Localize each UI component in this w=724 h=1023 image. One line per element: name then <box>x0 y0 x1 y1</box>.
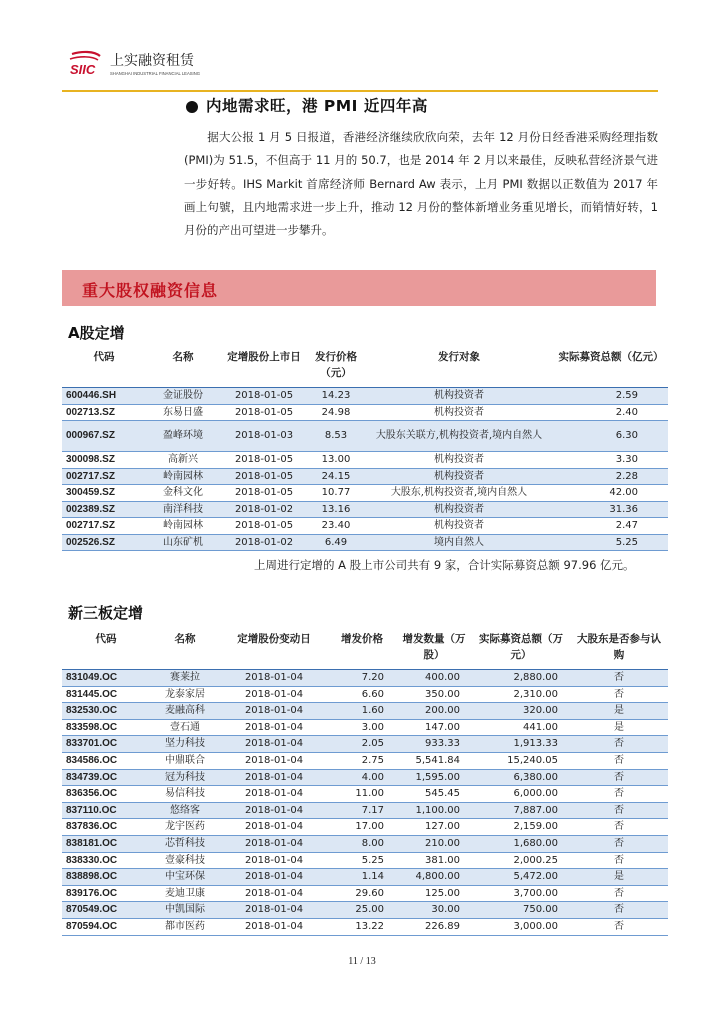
table-row <box>62 501 668 518</box>
table-cell: 机构投资者 <box>364 468 554 485</box>
table-cell: 2018-01-04 <box>220 736 328 753</box>
table-row <box>62 885 668 902</box>
table-cell: 2018-01-05 <box>220 518 308 535</box>
table-row <box>62 719 668 736</box>
table-cell: 1,595.00 <box>396 769 472 786</box>
table-cell: 13.00 <box>308 452 364 469</box>
table-cell: 易信科技 <box>150 786 220 803</box>
table-cell: 2018-01-05 <box>220 468 308 485</box>
bullet-icon <box>186 101 198 113</box>
table-cell: 冠为科技 <box>150 769 220 786</box>
table-cell: 龙宇医药 <box>150 819 220 836</box>
table-cell: 否 <box>570 686 668 703</box>
table-row <box>62 852 668 869</box>
table-cell: 5,541.84 <box>396 752 472 769</box>
table-cell: 7,887.00 <box>472 802 570 819</box>
table-cell: 2018-01-04 <box>220 786 328 803</box>
table-cell: 2018-01-04 <box>220 819 328 836</box>
table-cell: 870594.OC <box>62 918 150 935</box>
table-cell: 中宝环保 <box>150 869 220 886</box>
table-cell: 麦融高科 <box>150 703 220 720</box>
table-cell: 2018-01-04 <box>220 703 328 720</box>
table-cell: 837836.OC <box>62 819 150 836</box>
table-cell: 226.89 <box>396 918 472 935</box>
table-cell: 2,310.00 <box>472 686 570 703</box>
table-cell: 2018-01-05 <box>220 485 308 502</box>
table-cell: 否 <box>570 786 668 803</box>
table-cell: 210.00 <box>396 835 472 852</box>
table-row <box>62 802 668 819</box>
table-cell: 300459.SZ <box>62 485 146 502</box>
table-cell: 30.00 <box>396 902 472 919</box>
column-header: 增发价格 <box>328 629 396 670</box>
table-cell: 大股东,机构投资者,境内自然人 <box>364 485 554 502</box>
table-cell: 14.23 <box>308 388 364 405</box>
page-number: 11 / 13 <box>348 956 376 967</box>
table-cell: 5.25 <box>328 852 396 869</box>
table-cell: 5.25 <box>554 534 668 551</box>
table-cell: 8.53 <box>308 421 364 452</box>
a-shares-table <box>62 347 668 551</box>
table-cell: 833598.OC <box>62 719 150 736</box>
table-cell: 龙泰家居 <box>150 686 220 703</box>
table-cell: 300098.SZ <box>62 452 146 469</box>
table-cell: 否 <box>570 736 668 753</box>
table-cell: 13.22 <box>328 918 396 935</box>
table-cell: 中凯国际 <box>150 902 220 919</box>
table-cell: 机构投资者 <box>364 452 554 469</box>
table-cell: 1.14 <box>328 869 396 886</box>
table-cell: 否 <box>570 819 668 836</box>
table-cell: 5,472.00 <box>472 869 570 886</box>
table-cell: 002389.SZ <box>62 501 146 518</box>
table-cell: 6,000.00 <box>472 786 570 803</box>
table-cell: 2018-01-05 <box>220 404 308 421</box>
table-cell: 高新兴 <box>146 452 220 469</box>
column-header: 大股东是否参与认购 <box>570 629 668 670</box>
company-name-en: SHANGHAI INDUSTRIAL FINANCIAL LEASING <box>110 71 200 76</box>
company-name: 上实融资租赁 <box>110 53 194 69</box>
table-cell: 大股东关联方,机构投资者,境内自然人 <box>364 421 554 452</box>
table-cell: 是 <box>570 703 668 720</box>
table-row <box>62 736 668 753</box>
column-header: 实际募资总额（亿元） <box>554 347 668 388</box>
table-cell: 2018-01-04 <box>220 835 328 852</box>
table-row <box>62 752 668 769</box>
table-row <box>62 835 668 852</box>
table-cell: 2018-01-04 <box>220 670 328 687</box>
table-cell: 2.75 <box>328 752 396 769</box>
table-row <box>62 786 668 803</box>
table-row <box>62 686 668 703</box>
logo-mark-text: SIIC <box>70 62 96 77</box>
table-cell: 麦迪卫康 <box>150 885 220 902</box>
news-paragraph-text: 据大公报 1 月 5 日报道，香港经济继续欣欣向荣，去年 12 月份日经香港采购经理指数(PMI)为 51.5，不但高于 11 月的 50.7，也是 2014 年 2 月以来最佳，反映私营经济景气进一步好转。IHS Markit 首席经济师 Bernard Aw 表示，上月 PMI 数据以正数值为 2017 年画上句號，且内地需求进一步上升，推动 12 月份的整体新增业务重见增长，而销情好转，1 月份的产出可望进一步攀升。 <box>184 130 658 238</box>
table-cell: 200.00 <box>396 703 472 720</box>
table-row <box>62 769 668 786</box>
table-cell: 31.36 <box>554 501 668 518</box>
table-cell: 2.28 <box>554 468 668 485</box>
table-cell: 002717.SZ <box>62 518 146 535</box>
table-cell: 320.00 <box>472 703 570 720</box>
table-cell: 2018-01-04 <box>220 719 328 736</box>
table-cell: 是 <box>570 869 668 886</box>
table-row <box>62 869 668 886</box>
table-cell: 1,100.00 <box>396 802 472 819</box>
logo-mark <box>70 52 100 77</box>
table-cell: 机构投资者 <box>364 388 554 405</box>
table-cell: 机构投资者 <box>364 404 554 421</box>
table-cell: 否 <box>570 852 668 869</box>
table-cell: 2018-01-04 <box>220 885 328 902</box>
table-row <box>62 902 668 919</box>
table-row <box>62 388 668 405</box>
table-cell: 2,159.00 <box>472 819 570 836</box>
table-row <box>62 670 668 687</box>
table-cell: 境内自然人 <box>364 534 554 551</box>
column-header: 发行价格（元） <box>308 347 364 388</box>
table-cell: 2018-01-04 <box>220 902 328 919</box>
table-cell: 933.33 <box>396 736 472 753</box>
table-row <box>62 918 668 935</box>
table-cell: 2018-01-04 <box>220 752 328 769</box>
table-row <box>62 819 668 836</box>
column-header: 定增股份上市日 <box>220 347 308 388</box>
table-cell: 赛莱拉 <box>150 670 220 687</box>
table-row <box>62 404 668 421</box>
a-shares-summary: 上周进行定增的 A 股上市公司共有 9 家，合计实际募资总额 97.96 亿元。 <box>254 558 635 572</box>
table-cell: 2.40 <box>554 404 668 421</box>
table-cell: 4.00 <box>328 769 396 786</box>
table-cell: 壹石通 <box>150 719 220 736</box>
company-logo <box>68 50 218 80</box>
table-cell: 24.15 <box>308 468 364 485</box>
table-cell: 6.49 <box>308 534 364 551</box>
table-cell: 芯哲科技 <box>150 835 220 852</box>
table-cell: 125.00 <box>396 885 472 902</box>
table-cell: 6,380.00 <box>472 769 570 786</box>
table-cell: 29.60 <box>328 885 396 902</box>
table-cell: 147.00 <box>396 719 472 736</box>
table-cell: 都市医药 <box>150 918 220 935</box>
table-cell: 831049.OC <box>62 670 150 687</box>
column-header: 名称 <box>150 629 220 670</box>
table-cell: 831445.OC <box>62 686 150 703</box>
table-cell: 381.00 <box>396 852 472 869</box>
table-cell: 2018-01-04 <box>220 769 328 786</box>
table-cell: 25.00 <box>328 902 396 919</box>
table-cell: 2018-01-05 <box>220 388 308 405</box>
table-cell: 545.45 <box>396 786 472 803</box>
table-cell: 2018-01-03 <box>220 421 308 452</box>
table-cell: 2.05 <box>328 736 396 753</box>
table-cell: 山东矿机 <box>146 534 220 551</box>
table-cell: 3.30 <box>554 452 668 469</box>
table-row <box>62 518 668 535</box>
table-cell: 2018-01-04 <box>220 686 328 703</box>
table-cell: 否 <box>570 752 668 769</box>
table-cell: 838898.OC <box>62 869 150 886</box>
table-cell: 10.77 <box>308 485 364 502</box>
table-cell: 838181.OC <box>62 835 150 852</box>
column-header: 代码 <box>62 347 146 388</box>
table-cell: 2018-01-04 <box>220 802 328 819</box>
column-header: 代码 <box>62 629 150 670</box>
table-cell: 机构投资者 <box>364 518 554 535</box>
table-cell: 坚力科技 <box>150 736 220 753</box>
table-cell: 1,913.33 <box>472 736 570 753</box>
table-cell: 832530.OC <box>62 703 150 720</box>
table-cell: 6.30 <box>554 421 668 452</box>
table-cell: 3,000.00 <box>472 918 570 935</box>
column-header: 定增股份变动日 <box>220 629 328 670</box>
table-cell: 837110.OC <box>62 802 150 819</box>
table-cell: 002526.SZ <box>62 534 146 551</box>
table-cell: 否 <box>570 769 668 786</box>
table-row <box>62 421 668 452</box>
table-row <box>62 703 668 720</box>
table-cell: 2018-01-04 <box>220 869 328 886</box>
table-cell: 24.98 <box>308 404 364 421</box>
table-cell: 000967.SZ <box>62 421 146 452</box>
table-cell: 东易日盛 <box>146 404 220 421</box>
table-cell: 13.16 <box>308 501 364 518</box>
table-header-row <box>62 347 668 388</box>
table-cell: 127.00 <box>396 819 472 836</box>
table-cell: 1,680.00 <box>472 835 570 852</box>
table-cell: 838330.OC <box>62 852 150 869</box>
table-cell: 350.00 <box>396 686 472 703</box>
table-row <box>62 452 668 469</box>
table-cell: 岭南园林 <box>146 518 220 535</box>
table-cell: 441.00 <box>472 719 570 736</box>
table-row <box>62 485 668 502</box>
table-cell: 11.00 <box>328 786 396 803</box>
table-cell: 7.20 <box>328 670 396 687</box>
table-cell: 否 <box>570 918 668 935</box>
table-cell: 2018-01-05 <box>220 452 308 469</box>
table-cell: 836356.OC <box>62 786 150 803</box>
table-cell: 750.00 <box>472 902 570 919</box>
table-cell: 4,800.00 <box>396 869 472 886</box>
table-cell: 7.17 <box>328 802 396 819</box>
table-cell: 002717.SZ <box>62 468 146 485</box>
table-cell: 否 <box>570 885 668 902</box>
table-cell: 2.59 <box>554 388 668 405</box>
banner-title: 重大股权融资信息 <box>82 281 219 300</box>
table-cell: 42.00 <box>554 485 668 502</box>
table-cell: 2018-01-02 <box>220 534 308 551</box>
table-cell: 400.00 <box>396 670 472 687</box>
table-cell: 金科文化 <box>146 485 220 502</box>
table-cell: 否 <box>570 802 668 819</box>
table-cell: 盈峰环境 <box>146 421 220 452</box>
column-header: 名称 <box>146 347 220 388</box>
table-cell: 002713.SZ <box>62 404 146 421</box>
table-cell: 2.47 <box>554 518 668 535</box>
table-row <box>62 534 668 551</box>
table-cell: 3,700.00 <box>472 885 570 902</box>
table-cell: 8.00 <box>328 835 396 852</box>
column-header: 发行对象 <box>364 347 554 388</box>
header-rule <box>62 90 658 92</box>
table-cell: 壹豪科技 <box>150 852 220 869</box>
table-cell: 悠络客 <box>150 802 220 819</box>
column-header: 实际募资总额（万元） <box>472 629 570 670</box>
table-cell: 南洋科技 <box>146 501 220 518</box>
table-cell: 否 <box>570 670 668 687</box>
table-cell: 3.00 <box>328 719 396 736</box>
table-cell: 870549.OC <box>62 902 150 919</box>
table-cell: 2018-01-04 <box>220 852 328 869</box>
table-cell: 1.60 <box>328 703 396 720</box>
table-cell: 是 <box>570 719 668 736</box>
table-cell: 中鼎联合 <box>150 752 220 769</box>
table-cell: 17.00 <box>328 819 396 836</box>
section-heading: 内地需求旺，港 PMI 近四年高 <box>206 97 428 115</box>
a-shares-title: A股定增 <box>68 324 125 342</box>
table-cell: 23.40 <box>308 518 364 535</box>
table-cell: 否 <box>570 902 668 919</box>
table-cell: 6.60 <box>328 686 396 703</box>
table-cell: 2,000.25 <box>472 852 570 869</box>
table-cell: 2018-01-02 <box>220 501 308 518</box>
table-cell: 600446.SH <box>62 388 146 405</box>
table-cell: 15,240.05 <box>472 752 570 769</box>
table-header-row <box>62 629 668 670</box>
table-cell: 金证股份 <box>146 388 220 405</box>
neeq-title: 新三板定增 <box>68 604 144 622</box>
table-row <box>62 468 668 485</box>
table-cell: 834739.OC <box>62 769 150 786</box>
table-cell: 839176.OC <box>62 885 150 902</box>
table-cell: 岭南园林 <box>146 468 220 485</box>
table-cell: 否 <box>570 835 668 852</box>
news-paragraph <box>184 126 658 242</box>
table-cell: 2,880.00 <box>472 670 570 687</box>
table-cell: 834586.OC <box>62 752 150 769</box>
column-header: 增发数量（万股） <box>396 629 472 670</box>
table-cell: 2018-01-04 <box>220 918 328 935</box>
table-cell: 833701.OC <box>62 736 150 753</box>
neeq-table <box>62 629 668 936</box>
table-cell: 机构投资者 <box>364 501 554 518</box>
